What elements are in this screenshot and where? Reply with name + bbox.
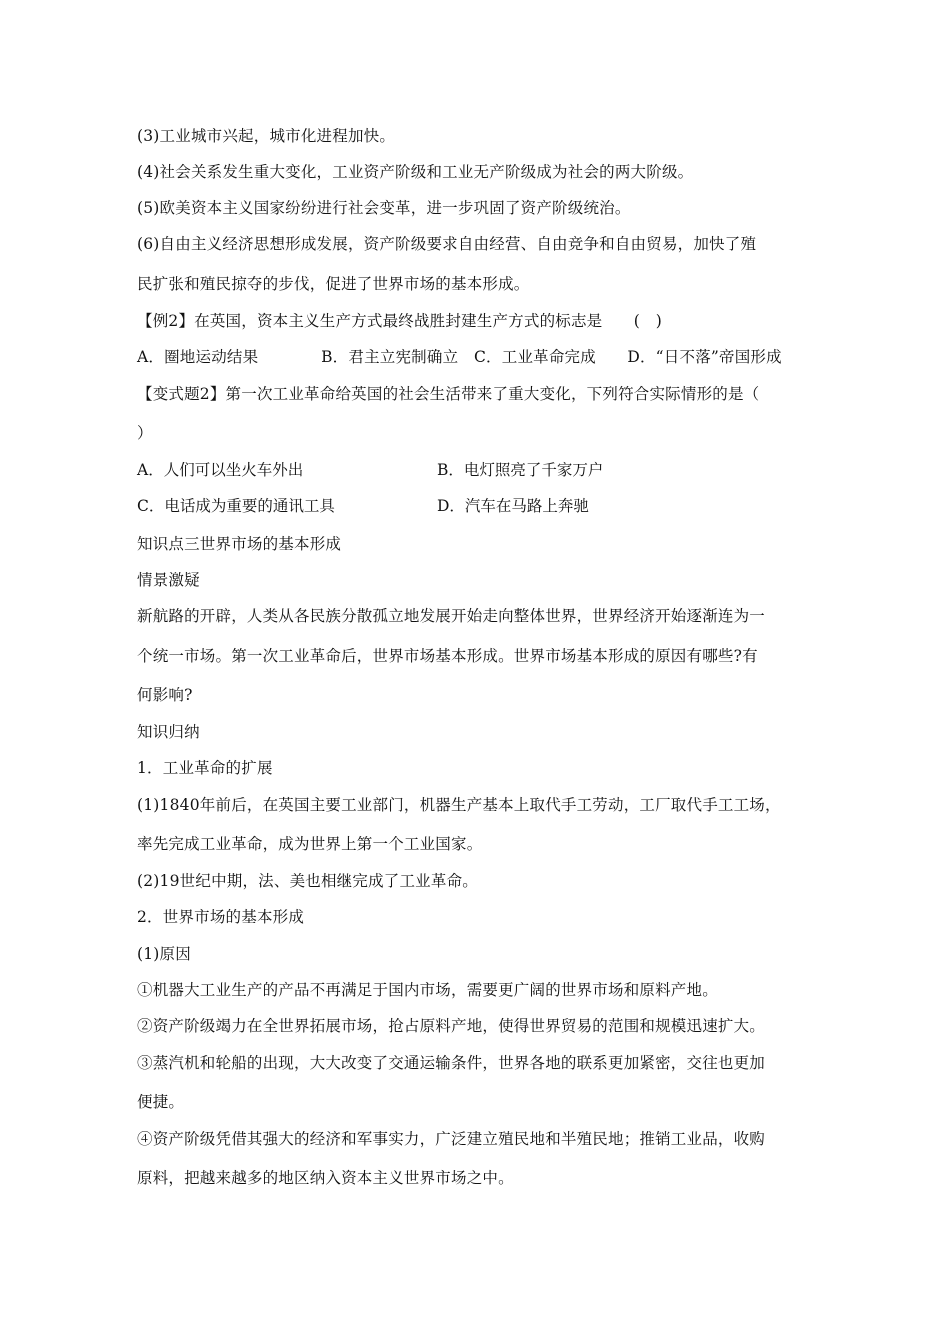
variant-2-option-d: D．汽车在马路上奔驰 [437,497,589,515]
variant-2-option-a: A．人们可以坐火车外出 [137,461,304,479]
text-line: (6)自由主义经济思想形成发展，资产阶级要求自由经营、自由竞争和自由贸易，加快了殖 [137,235,757,253]
variant-2-question: 【变式题2】第一次工业革命给英国的社会生活带来了重大变化，下列符合实际情形的是（ [137,385,760,403]
text-line: (4)社会关系发生重大变化，工业资产阶级和工业无产阶级成为社会的两大阶级。 [137,163,694,181]
text-line: (1)1840年前后，在英国主要工业部门，机器生产基本上取代手工劳动，工厂取代手工工场， [137,796,781,814]
subheading: 情景激疑 [137,571,200,589]
variant-2-option-b: B．电灯照亮了千家万户 [437,461,604,479]
text-line: (3)工业城市兴起，城市化进程加快。 [137,127,396,145]
text-line: 民扩张和殖民掠夺的步伐，促进了世界市场的基本形成。 [137,275,530,293]
example-2-question: 【例2】在英国，资本主义生产方式最终战胜封建生产方式的标志是 ( ) [137,312,662,330]
text-line: (1)原因 [137,945,191,963]
text-line: (5)欧美资本主义国家纷纷进行社会变革，进一步巩固了资产阶级统治。 [137,199,631,217]
text-line: 个统一市场。第一次工业革命后，世界市场基本形成。世界市场基本形成的原因有哪些?有 [137,647,758,665]
list-item-cont: 便捷。 [137,1093,185,1111]
section-heading: 知识点三世界市场的基本形成 [137,535,342,553]
text-line: 新航路的开辟，人类从各民族分散孤立地发展开始走向整体世界，世界经济开始逐渐连为一 [137,607,766,625]
subheading: 知识归纳 [137,723,200,741]
numbered-heading: 1．工业革命的扩展 [137,759,273,777]
list-item: ④资产阶级凭借其强大的经济和军事实力，广泛建立殖民地和半殖民地；推销工业品，收购 [137,1130,766,1148]
text-line: 何影响? [137,686,193,704]
variant-2-question-cont: ） [137,424,153,442]
list-item: ①机器大工业生产的产品不再满足于国内市场，需要更广阔的世界市场和原料产地。 [137,981,718,999]
list-item: ③蒸汽机和轮船的出现，大大改变了交通运输条件，世界各地的联系更加紧密，交往也更加 [137,1054,766,1072]
text-line: (2)19世纪中期，法、美也相继完成了工业革命。 [137,872,478,890]
text-line: 率先完成工业革命，成为世界上第一个工业国家。 [137,835,483,853]
variant-2-option-c: C．电话成为重要的通讯工具 [137,497,335,515]
list-item: ②资产阶级竭力在全世界拓展市场，抢占原料产地，使得世界贸易的范围和规模迅速扩大。 [137,1017,766,1035]
example-2-options: A．圈地运动结果 B．君主立宪制确立 C．工业革命完成 D．“日不落”帝国形成 [137,348,782,366]
numbered-heading: 2．世界市场的基本形成 [137,908,305,926]
list-item-cont: 原料，把越来越多的地区纳入资本主义世界市场之中。 [137,1169,514,1187]
